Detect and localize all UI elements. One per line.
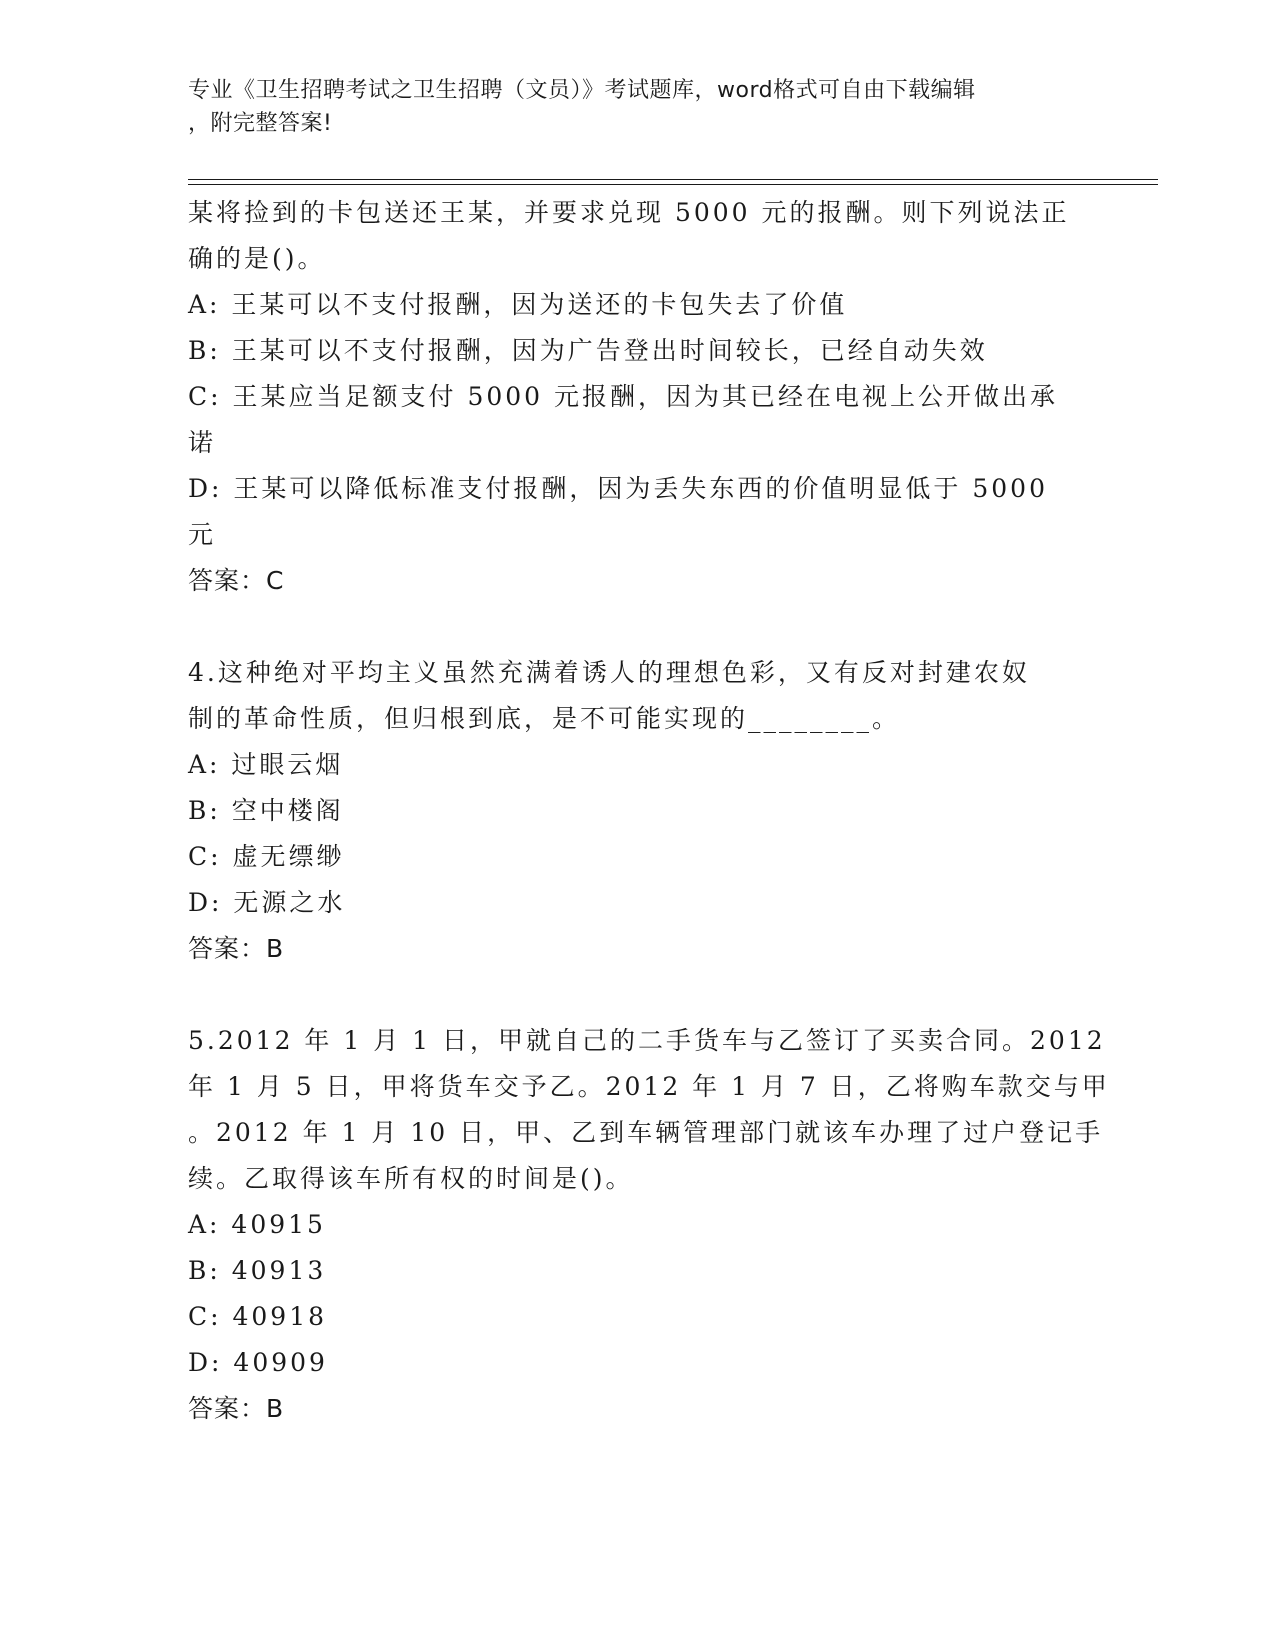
- option-b: B: 空中楼阁: [188, 796, 344, 825]
- option-c: C: 王某应当足额支付 5000 元报酬，因为其已经在电视上公开做出承: [188, 382, 1059, 411]
- header-divider: [188, 179, 1158, 180]
- option-a: A: 王某可以不支付报酬，因为送还的卡包失去了价值: [188, 290, 848, 319]
- option-d: D: 王某可以降低标准支付报酬，因为丢失东西的价值明显低于 5000: [188, 474, 1048, 503]
- option-d-continued: 元: [188, 520, 217, 549]
- document-header: [188, 74, 1068, 140]
- question-5: [188, 1018, 1110, 1432]
- spacer: [188, 604, 1088, 650]
- option-c-continued: 诺: [188, 428, 217, 457]
- question-list: [188, 190, 1110, 1432]
- option-d: D: 无源之水: [188, 888, 346, 917]
- question-stem: 续。乙取得该车所有权的时间是()。: [188, 1164, 634, 1193]
- answer: 答案：B: [188, 1394, 285, 1423]
- option-c: C: 虚无缥缈: [188, 842, 345, 871]
- question-3: [188, 190, 1088, 604]
- option-a: A: 40915: [188, 1210, 326, 1239]
- question-stem: 5.2012 年 1 月 1 日，甲就自己的二手货车与乙签订了买卖合同。2012: [188, 1026, 1106, 1055]
- question-stem: 。2012 年 1 月 10 日，甲、乙到车辆管理部门就该车办理了过户登记手: [188, 1118, 1104, 1147]
- option-c: C: 40918: [188, 1302, 328, 1331]
- header-line: ，附完整答案!: [188, 111, 333, 136]
- question-stem: 年 1 月 5 日，甲将货车交予乙。2012 年 1 月 7 日，乙将购车款交与甲: [188, 1072, 1110, 1101]
- option-a: A: 过眼云烟: [188, 750, 344, 779]
- option-b: B: 40913: [188, 1256, 327, 1285]
- question-stem: 4.这种绝对平均主义虽然充满着诱人的理想色彩，又有反对封建农奴: [188, 658, 1030, 687]
- question-stem: 确的是()。: [188, 244, 326, 273]
- option-b: B: 王某可以不支付报酬，因为广告登出时间较长，已经自动失效: [188, 336, 988, 365]
- question-stem: 某将捡到的卡包送还王某，并要求兑现 5000 元的报酬。则下列说法正: [188, 198, 1070, 227]
- answer: 答案：C: [188, 566, 285, 595]
- header-divider: [188, 184, 1158, 185]
- answer: 答案：B: [188, 934, 285, 963]
- question-4: [188, 650, 1088, 972]
- spacer: [188, 972, 1088, 1018]
- option-d: D: 40909: [188, 1348, 328, 1377]
- header-line: 专业《卫生招聘考试之卫生招聘（文员）》考试题库，word格式可自由下载编辑: [188, 78, 976, 103]
- question-stem: 制的革命性质，但归根到底，是不可能实现的________。: [188, 704, 901, 733]
